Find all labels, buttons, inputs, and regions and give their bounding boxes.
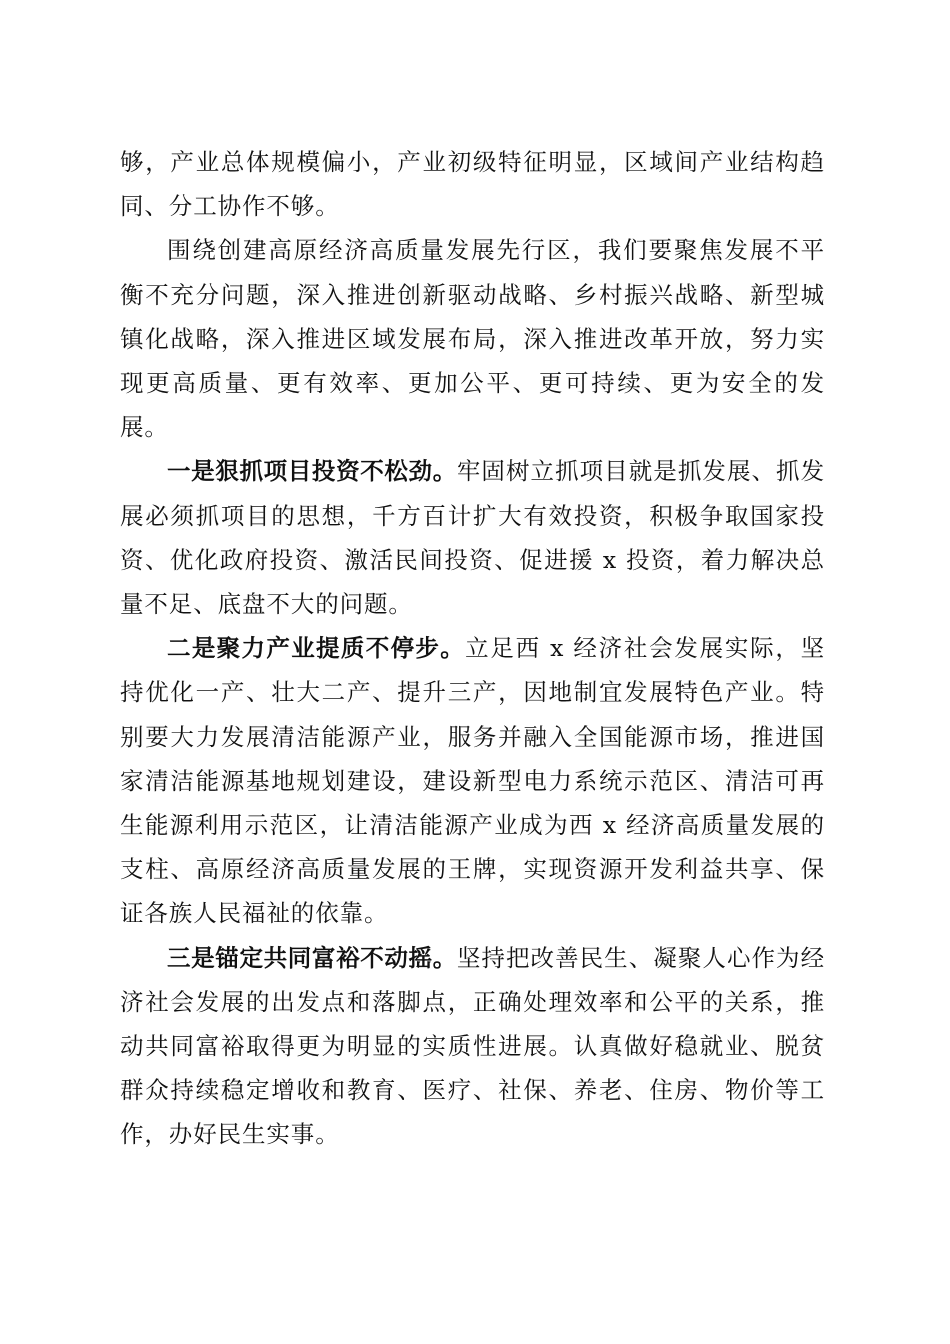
paragraph-text: 坚持把改善民生、凝聚人心作为经济社会发展的出发点和落脚点，正确处理效率和公平的关系，推动共同富裕取得更为明显的实质性进展。认真做好稳就业、脱贫群众持续稳定增收和教育、医疗、社保、养老、住房、物价等工作，办好民生实事。	[120, 943, 826, 1149]
paragraph-pilot-zone	[120, 228, 825, 449]
paragraph-text: 够，产业总体规模偏小，产业初级特征明显，区域间产业结构趋同、分工协作不够。	[120, 148, 825, 221]
paragraph-lead-heading: 一是狠抓项目投资不松劲。	[167, 457, 457, 486]
paragraph-industry-upgrade	[120, 626, 825, 935]
paragraph-project-investment	[120, 449, 825, 626]
paragraph-text: 围绕创建高原经济高质量发展先行区，我们要聚焦发展不平衡不充分问题，深入推进创新驱动战略、乡村振兴战略、新型城镇化战略，深入推进区域发展布局，深入推进改革开放，努力实现更高质量、更有效率、更加公平、更可持续、更为安全的发展。	[120, 236, 825, 442]
paragraph-lead-heading: 二是聚力产业提质不停步。	[167, 634, 466, 663]
paragraph-continuation	[120, 140, 825, 228]
paragraph-text: 牢固树立抓项目就是抓发展、抓发展必须抓项目的思想，千方百计扩大有效投资，积极争取国家投资、优化政府投资、激活民间投资、促进援 x 投资，着力解决总量不足、底盘不大的问题。	[120, 457, 826, 619]
paragraph-text: 立足西 x 经济社会发展实际，坚持优化一产、壮大二产、提升三产，因地制宜发展特色产业。特别要大力发展清洁能源产业，服务并融入全国能源市场，推进国家清洁能源基地规划建设，建设新型电力系统示范区、清洁可再生能源利用示范区，让清洁能源产业成为西 x 经济高质量发展的支柱、高原经济高质量发展的王牌，实现资源开发利益共享、保证各族人民福祉的依靠。	[120, 634, 826, 928]
document-body	[120, 140, 825, 1157]
paragraph-common-prosperity	[120, 936, 825, 1157]
paragraph-lead-heading: 三是锚定共同富裕不动摇。	[167, 943, 457, 972]
